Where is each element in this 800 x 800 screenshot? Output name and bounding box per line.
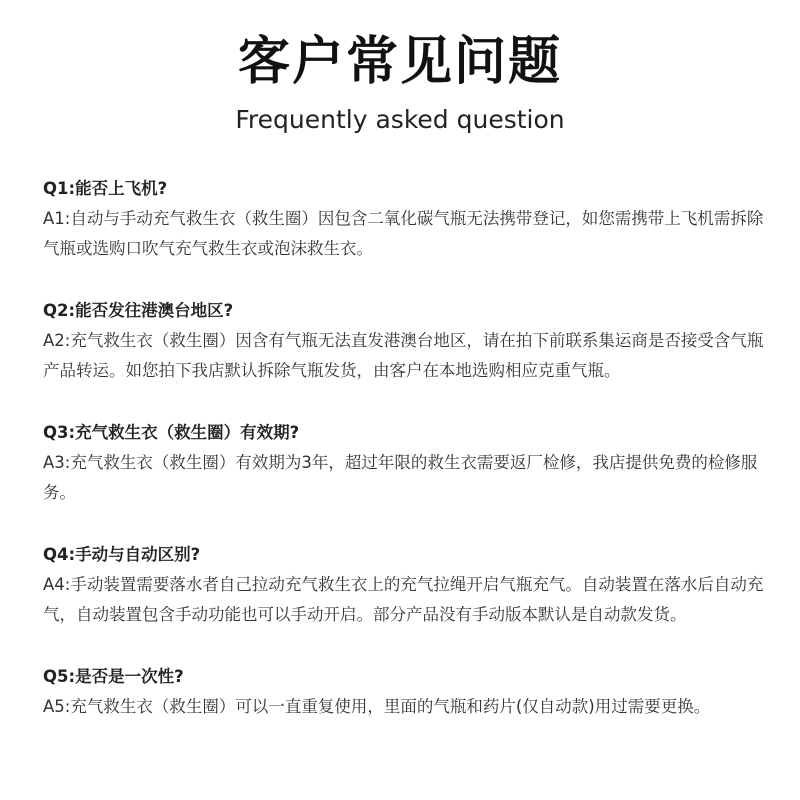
faq-item-1 [43,174,768,264]
faq-question-2: Q2:能否发往港澳台地区? [43,301,234,320]
faq-question-3: Q3:充气救生衣（救生圈）有效期? [43,423,300,442]
faq-answer-4: A4:手动装置需要落水者自己拉动充气救生衣上的充气拉绳开启气瓶充气。自动装置在落水后自动充气，自动装置包含手动功能也可以手动开启。部分产品没有手动版本默认是自动款发货。 [43,575,764,624]
faq-list [43,174,768,754]
faq-item-4 [43,540,768,630]
faq-item-5 [43,662,768,722]
faq-answer-5: A5:充气救生衣（救生圈）可以一直重复使用，里面的气瓶和药片(仅自动款)用过需要更换。 [43,697,711,716]
faq-item-3 [43,418,768,508]
page-title: 客户常见问题 [237,32,562,92]
faq-question-5: Q5:是否是一次性? [43,667,184,686]
faq-answer-1: A1:自动与手动充气救生衣（救生圈）因包含二氧化碳气瓶无法携带登记，如您需携带上飞机需拆除气瓶或选购口吹气充气救生衣或泡沫救生衣。 [43,209,764,258]
page-subtitle: Frequently asked question [235,105,565,134]
faq-answer-2: A2:充气救生衣（救生圈）因含有气瓶无法直发港澳台地区，请在拍下前联系集运商是否接受含气瓶产品转运。如您拍下我店默认拆除气瓶发货，由客户在本地选购相应克重气瓶。 [43,331,764,380]
faq-answer-3: A3:充气救生衣（救生圈）有效期为3年，超过年限的救生衣需要返厂检修，我店提供免费的检修服务。 [43,453,758,502]
faq-question-4: Q4:手动与自动区别? [43,545,201,564]
faq-item-2 [43,296,768,386]
page-header [0,22,800,138]
faq-question-1: Q1:能否上飞机? [43,179,168,198]
